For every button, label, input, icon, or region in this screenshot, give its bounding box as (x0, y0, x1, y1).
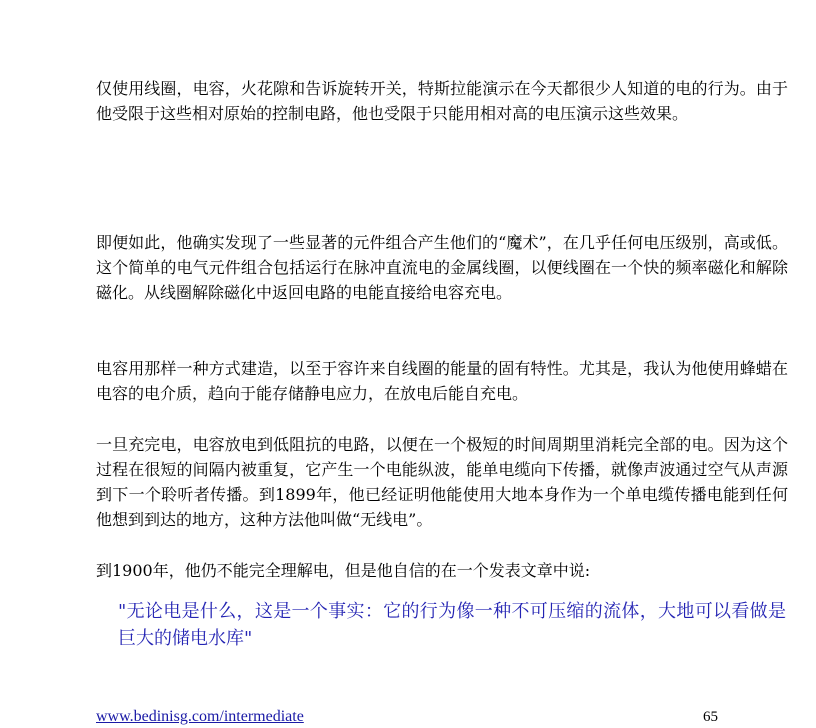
paragraph-capacitor-construction: 电容用那样一种方式建造，以至于容许来自线圈的能量的固有特性。尤其是，我认为他使用蜂蜡在电容的电介质，趋向于能存储静电应力，在放电后能自充电。 (96, 359, 788, 403)
paragraph-capacitor-discharge: 一旦充完电，电容放电到低阻抗的电路，以便在一个极短的时间周期里消耗完全部的电。因为这个过程在很短的间隔内被重复，它产生一个电能纵波，能单电缆向下传播，就像声波通过空气从声源到下一个聆听者传播。到1899年，他已经证明他能使用大地本身作为一个单电缆传播电能到任何他想到到达的地方，这种方法他叫做“无线电”。 (96, 435, 788, 529)
page-number: 65 (703, 709, 718, 725)
paragraph-1900-statement: 到1900年，他仍不能完全理解电，但是他自信的在一个发表文章中说: (96, 561, 591, 580)
tesla-quote: "无论电是什么，这是一个事实：它的行为像一种不可压缩的流体，大地可以看做是巨大的储电水库" (118, 601, 786, 649)
paragraph-tesla-demonstration: 仅使用线圈，电容，火花隙和告诉旋转开关，特斯拉能演示在今天都很少人知道的电的行为。由于他受限于这些相对原始的控制电路，他也受限于只能用相对高的电压演示这些效果。 (96, 79, 788, 123)
footer-website-link[interactable]: www.bedinisg.com/intermediate (96, 708, 304, 725)
paragraph-component-combination: 即便如此，他确实发现了一些显著的元件组合产生他们的“魔术”，在几乎任何电压级别，高或低。这个简单的电气元件组合包括运行在脉冲直流电的金属线圈，以便线圈在一个快的频率磁化和解除磁化。从线圈解除磁化中返回电路的电能直接给电容充电。 (96, 233, 788, 302)
